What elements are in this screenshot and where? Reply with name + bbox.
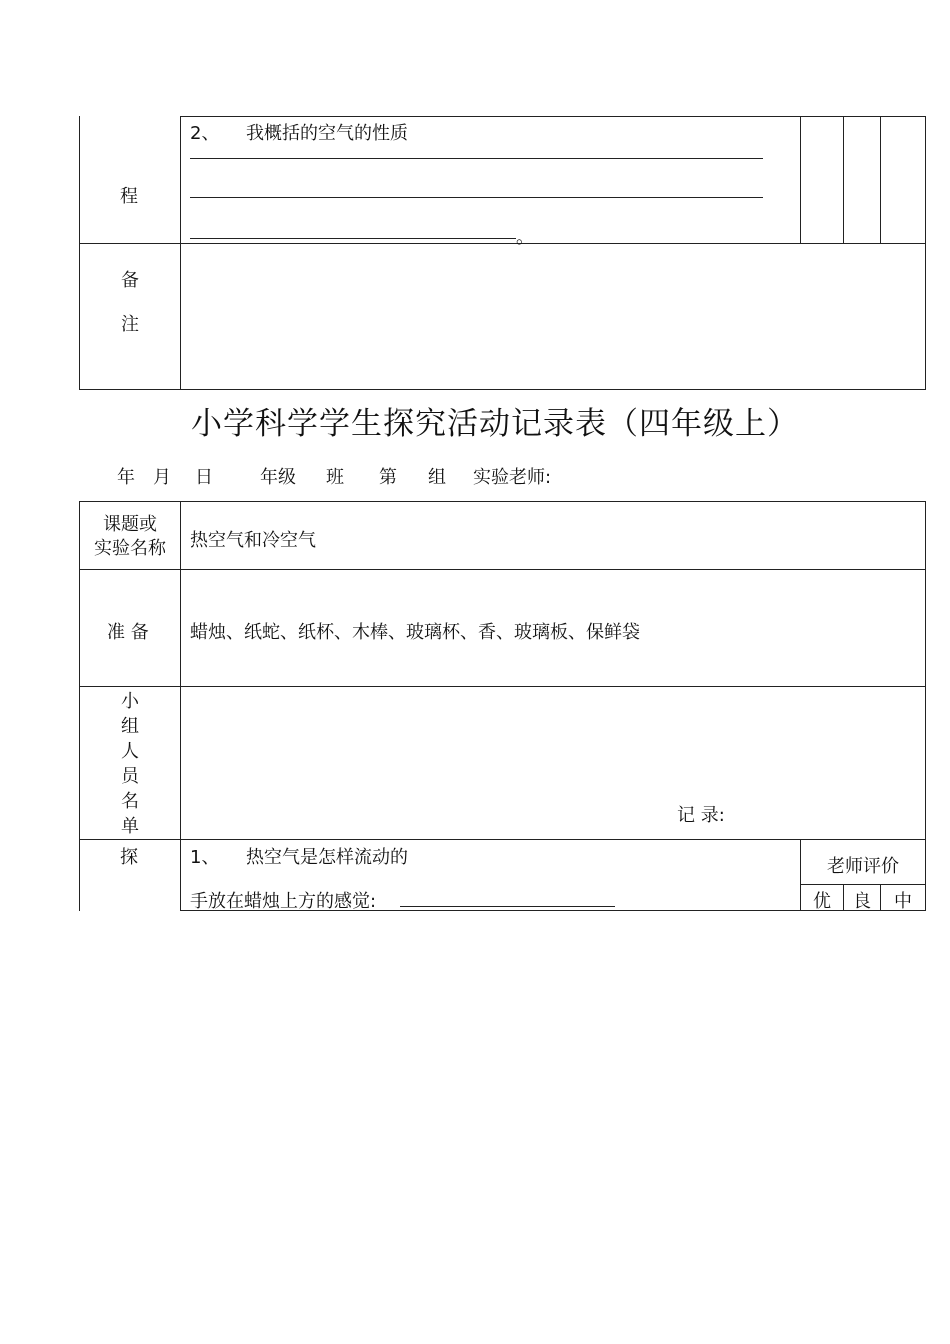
process-label: 程 — [120, 186, 138, 207]
group-label: 组 — [428, 467, 446, 488]
top-eval-divider-2 — [843, 116, 844, 243]
top-table-top-border — [180, 116, 926, 117]
top-table-right-border — [925, 116, 926, 389]
members-label — [110, 689, 150, 839]
eval-label: 老师评价 — [827, 856, 899, 877]
item1-number: 1、 — [190, 847, 220, 868]
answer-line-3[interactable] — [190, 238, 516, 239]
form-left-border — [79, 501, 80, 911]
remarks-field[interactable] — [181, 244, 925, 389]
item1-text: 热空气是怎样流动的 — [246, 847, 408, 868]
day-label: 日 — [195, 467, 213, 488]
top-eval-divider-3 — [880, 116, 881, 243]
members-field[interactable] — [181, 687, 925, 839]
prep-label: 准 备 — [107, 622, 149, 643]
top-table-left-border — [79, 116, 80, 389]
members-char: 员 — [121, 766, 139, 787]
period-mark: 。 — [516, 227, 534, 248]
form-row-divider-1 — [79, 569, 926, 570]
top-eval-divider-1 — [800, 116, 801, 243]
members-char: 小 — [121, 691, 139, 712]
eval-grade-good[interactable]: 良 — [853, 891, 871, 912]
item2-text: 我概括的空气的性质 — [246, 123, 408, 144]
top-table-bottom-border — [79, 389, 926, 390]
hand-feeling-answer-line[interactable] — [400, 906, 615, 907]
page-title: 小学科学学生探究活动记录表（四年级上） — [191, 406, 799, 442]
answer-line-1[interactable] — [190, 158, 763, 159]
remarks-label — [110, 266, 150, 336]
hand-feeling-label: 手放在蜡烛上方的感觉: — [190, 891, 377, 912]
members-char: 人 — [121, 741, 139, 762]
prep-value: 蜡烛、纸蛇、纸杯、木棒、玻璃杯、香、玻璃板、保鲜袋 — [190, 622, 640, 643]
members-char: 单 — [121, 816, 139, 837]
explore-label: 探 — [120, 847, 138, 868]
subject-label-line1: 课题或 — [103, 514, 157, 535]
group-prefix-label: 第 — [379, 467, 397, 488]
subject-label — [80, 513, 180, 561]
members-char: 组 — [121, 716, 139, 737]
remarks-char: 注 — [121, 314, 139, 335]
answer-line-2[interactable] — [190, 197, 763, 198]
year-label: 年 — [117, 467, 135, 488]
eval-grade-average[interactable]: 中 — [894, 891, 912, 912]
grade-label: 年级 — [260, 467, 296, 488]
form-row-divider-3 — [79, 839, 926, 840]
item2-number: 2、 — [190, 123, 220, 144]
members-char: 名 — [121, 791, 139, 812]
class-label: 班 — [326, 467, 344, 488]
subject-value: 热空气和冷空气 — [190, 530, 316, 551]
record-label: 记 录: — [677, 805, 725, 826]
teacher-label: 实验老师: — [473, 467, 552, 488]
month-label: 月 — [153, 467, 171, 488]
form-right-border — [925, 501, 926, 911]
eval-grade-excellent[interactable]: 优 — [813, 891, 831, 912]
remarks-char: 备 — [121, 270, 139, 291]
subject-label-line2: 实验名称 — [94, 538, 166, 559]
form-top-border — [79, 501, 926, 502]
eval-header-divider — [800, 884, 926, 885]
